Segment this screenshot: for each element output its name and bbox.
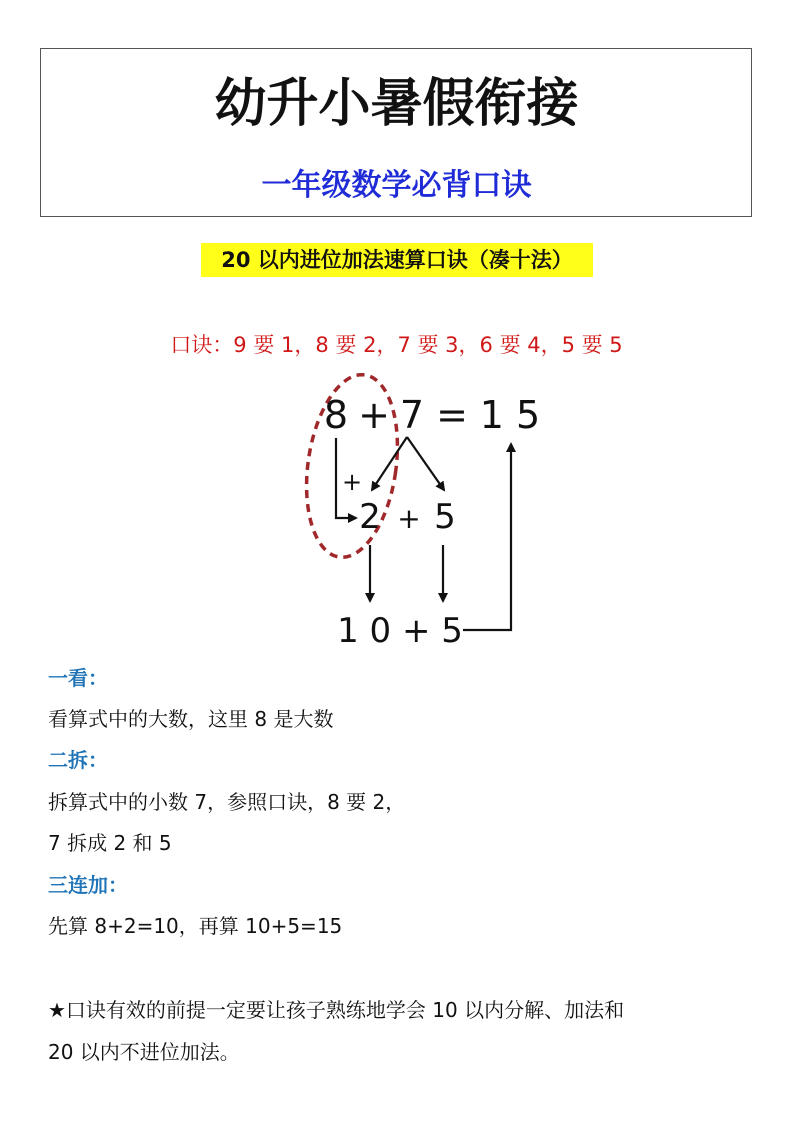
- step-2-text-line-2: 7 拆成 2 和 5: [48, 831, 172, 855]
- equation-result: 1 5: [479, 393, 541, 437]
- split-operator: +: [397, 502, 421, 535]
- equation-addend-a: 8: [323, 393, 349, 437]
- main-title: 幼升小暑假衔接: [214, 73, 579, 134]
- equation-plus: +: [358, 393, 390, 437]
- step-2-text-line-1: 拆算式中的小数 7，参照口诀，8 要 2，: [48, 790, 406, 814]
- arrow-to-result: [463, 444, 511, 630]
- sub-title: 一年级数学必背口诀: [261, 168, 532, 203]
- dashed-circle: [296, 369, 409, 563]
- arrow-split-left: [372, 437, 407, 490]
- step-2-label: 二拆：: [48, 748, 108, 772]
- section-heading: 20 以内进位加法速算口诀（凑十法）: [201, 243, 593, 277]
- note-line-2: 20 以内不进位加法。: [48, 1040, 240, 1064]
- note-line-1: ★口诀有效的前提一定要让孩子熟练地学会 10 以内分解、加法和: [48, 998, 625, 1022]
- step-3-text: 先算 8+2=10，再算 10+5=15: [48, 914, 343, 938]
- step-1-text: 看算式中的大数，这里 8 是大数: [48, 707, 334, 731]
- split-plus-sign: +: [341, 468, 363, 496]
- bottom-sum: 1 0 + 5: [337, 611, 463, 651]
- equation-equals: =: [436, 393, 468, 437]
- equation-addend-b: 7: [399, 393, 425, 437]
- step-1-label: 一看：: [48, 666, 108, 690]
- arrow-split-right: [407, 437, 444, 490]
- mnemonic-rhyme: 口诀：9 要 1，8 要 2，7 要 3，6 要 4，5 要 5: [170, 333, 623, 357]
- split-right-part: 5: [434, 497, 456, 537]
- split-left-part: 2: [359, 497, 381, 537]
- make-ten-diagram: [0, 365, 793, 655]
- step-3-label: 三连加：: [48, 873, 128, 897]
